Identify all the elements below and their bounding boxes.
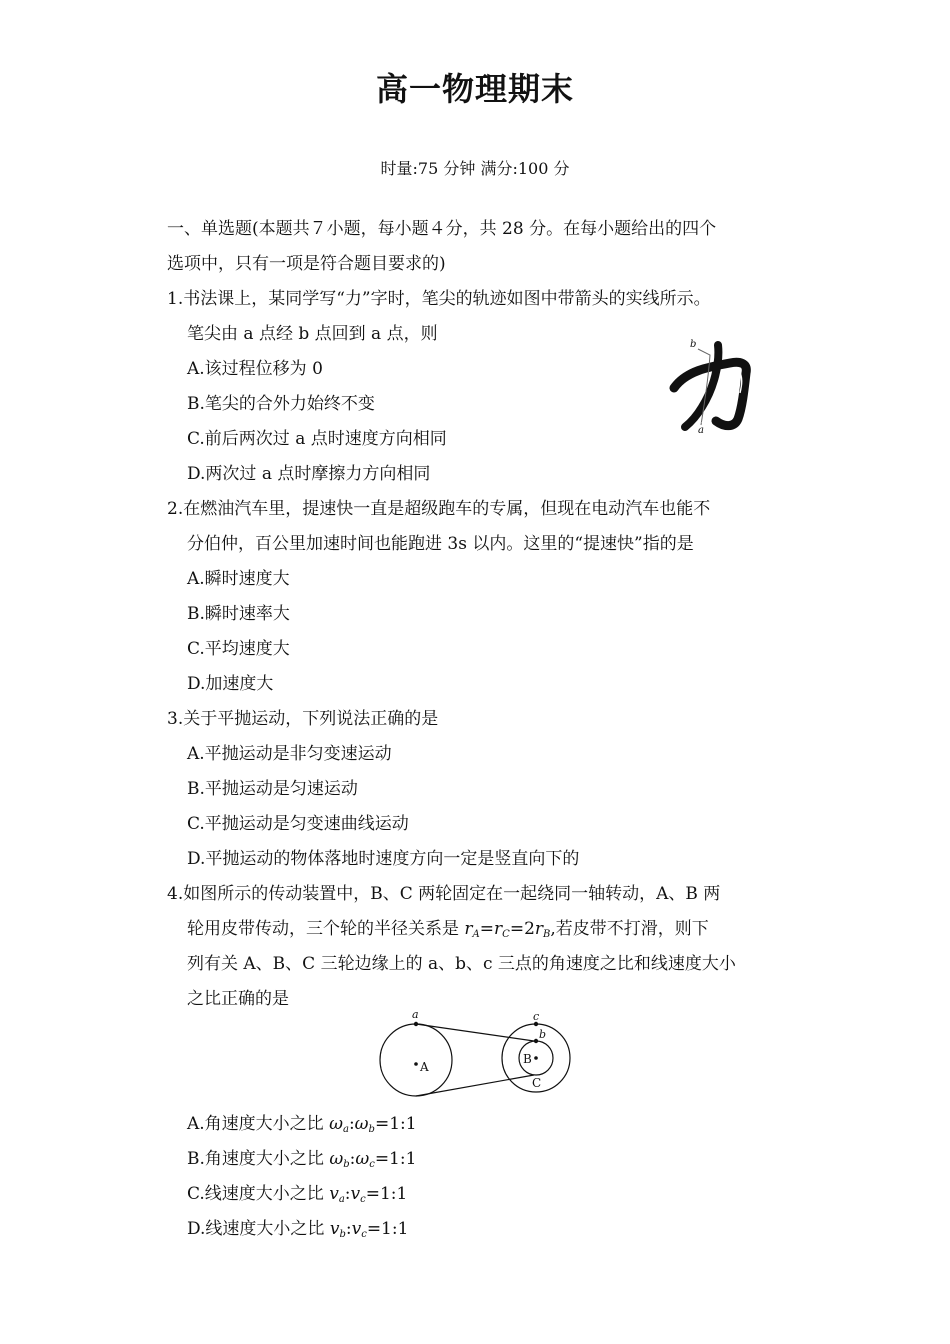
q2-stem: 2.在燃油汽车里，提速快一直是超级跑车的专属，但现在电动汽车也能不 xyxy=(167,499,711,519)
pulley-figure xyxy=(370,1008,580,1100)
q3-option-b: B.平抛运动是匀速运动 xyxy=(187,779,358,799)
section-heading-cont: 选项中，只有一项是符合题目要求的) xyxy=(167,254,446,274)
q1-label-a: a xyxy=(698,425,704,436)
q1-option-b: B.笔尖的合外力始终不变 xyxy=(187,394,375,414)
page-title: 高一物理期末 xyxy=(375,70,574,108)
center-A xyxy=(414,1062,418,1066)
exam-info: 时量:75 分钟 满分:100 分 xyxy=(380,159,570,178)
q4-stem-cont: 轮用皮带传动，三个轮的半径关系是 $r_A=r_C=2r_B$,若皮带不打滑，则下 xyxy=(187,919,709,940)
q1-stem-cont: 笔尖由 a 点经 b 点回到 a 点，则 xyxy=(187,324,438,344)
q3-option-d: D.平抛运动的物体落地时速度方向一定是竖直向下的 xyxy=(187,849,580,869)
q2-option-a: A.瞬时速度大 xyxy=(187,569,290,589)
q1-option-d: D.两次过 a 点时摩擦力方向相同 xyxy=(187,464,431,484)
center-B xyxy=(534,1056,538,1060)
q2-stem-cont: 分伯仲，百公里加速时间也能跑进 3s 以内。这里的“提速快”指的是 xyxy=(187,534,694,554)
q4-label-c: c xyxy=(533,1010,540,1023)
q3-option-a: A.平抛运动是非匀变速运动 xyxy=(187,744,392,764)
point-a xyxy=(414,1022,418,1026)
q1-stem: 1.书法课上，某同学写“力”字时，笔尖的轨迹如图中带箭头的实线所示。 xyxy=(167,289,711,309)
q4-option-a: A.角速度大小之比 $\omega_a:\omega_b=1:1$ xyxy=(187,1114,417,1135)
q2-option-b: B.瞬时速率大 xyxy=(187,604,290,624)
wheel-A xyxy=(380,1024,452,1096)
q4-label-A: A xyxy=(420,1060,429,1074)
q4-option-b: B.角速度大小之比 $\omega_b:\omega_c=1:1$ xyxy=(187,1149,417,1170)
q2-option-d: D.加速度大 xyxy=(187,674,274,694)
q3-stem: 3.关于平抛运动，下列说法正确的是 xyxy=(167,709,439,729)
q4-option-d: D.线速度大小之比 $v_b:v_c=1:1$ xyxy=(187,1219,409,1240)
q4-label-b: b xyxy=(539,1028,547,1041)
q4-stem: 4.如图所示的传动装置中，B、C 两轮固定在一起绕同一轴转动，A、B 两 xyxy=(167,884,721,904)
q4-option-c: C.线速度大小之比 $v_a:v_c=1:1$ xyxy=(187,1184,408,1205)
q4-label-B: B xyxy=(523,1052,532,1066)
q4-label-a: a xyxy=(412,1008,419,1021)
q1-option-c: C.前后两次过 a 点时速度方向相同 xyxy=(187,429,447,449)
stroke-left-fall xyxy=(685,345,718,427)
q1-option-a: A.该过程位移为 0 xyxy=(187,359,323,379)
q4-label-C: C xyxy=(532,1076,542,1090)
point-b xyxy=(534,1039,538,1043)
section-heading: 一、单选题(本题共７小题，每小题４分，共 28 分。在每小题给出的四个 xyxy=(167,219,717,239)
q4-stem-cont3: 之比正确的是 xyxy=(187,989,289,1009)
q3-option-c: C.平抛运动是匀变速曲线运动 xyxy=(187,814,409,834)
q1-label-b: b xyxy=(690,339,697,350)
calligraphy-figure xyxy=(668,333,768,438)
belt-top xyxy=(416,1024,534,1041)
q4-stem-cont2: 列有关 A、B、C 三轮边缘上的 a、b、c 三点的角速度之比和线速度大小 xyxy=(187,954,736,974)
q2-option-c: C.平均速度大 xyxy=(187,639,290,659)
